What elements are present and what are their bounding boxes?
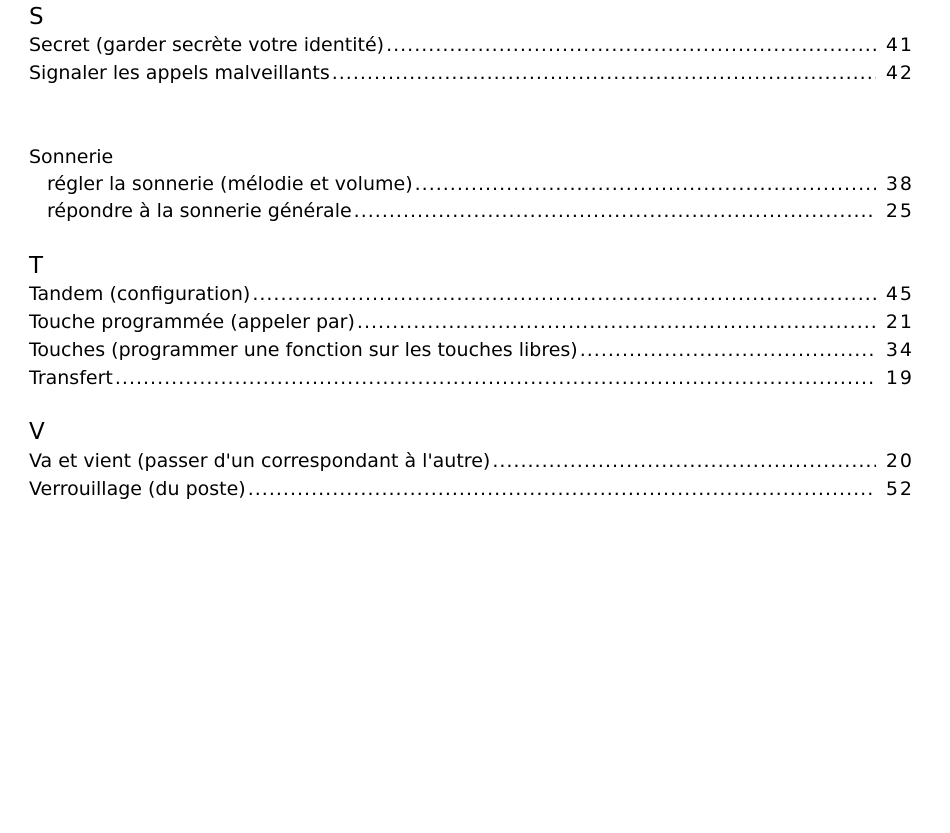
index-entry-label: Tandem (configuration) [29,283,251,305]
dot-leader [115,366,876,390]
index-entry-verrouillage [29,477,912,501]
index-entry-label: Verrouillage (du poste) [29,478,246,500]
index-entry-page: 20 [885,450,914,472]
index-entry-va-et-vient [29,449,912,473]
index-entry-label: Secret (garder secrète votre identité) [29,34,385,56]
section-letter-s: S [29,4,44,30]
dot-leader [492,449,876,473]
index-entry-transfert [29,366,912,390]
index-entry-page: 42 [885,62,914,84]
index-entry-page: 25 [885,200,914,222]
index-entry-label: répondre à la sonnerie générale [47,200,352,222]
index-entry-label: Touches (programmer une fonction sur les touches libres) [29,339,578,361]
section-letter-v: V [29,419,45,445]
index-entry-page: 52 [885,478,914,500]
dot-leader [386,33,876,57]
index-entry-page: 21 [885,311,914,333]
index-entry-page: 34 [885,339,914,361]
index-entry-touches [29,338,912,362]
index-entry-tandem [29,282,912,306]
dot-leader [332,61,876,85]
index-entry-label: Signaler les appels malveillants [29,62,330,84]
dot-leader [580,338,876,362]
index-subentry-repondre-sonnerie [47,199,912,223]
index-entry-label: régler la sonnerie (mélodie et volume) [47,173,413,195]
index-heading-sonnerie: Sonnerie [29,146,114,168]
index-subentry-regler-sonnerie [47,172,912,196]
index-entry-secret [29,33,912,57]
dot-leader [248,477,876,501]
index-entry-label: Transfert [29,367,113,389]
dot-leader [415,172,876,196]
index-entry-signaler [29,61,912,85]
dot-leader [252,282,876,306]
index-entry-page: 38 [885,173,914,195]
index-entry-page: 45 [885,283,914,305]
index-entry-label: Touche programmée (appeler par) [29,311,355,333]
dot-leader [357,310,876,334]
dot-leader [354,199,876,223]
index-entry-label: Va et vient (passer d'un correspondant à l'autre) [29,450,491,472]
index-entry-touche-programmee [29,310,912,334]
index-entry-page: 19 [885,367,914,389]
section-letter-t: T [29,253,44,279]
index-entry-page: 41 [885,34,914,56]
